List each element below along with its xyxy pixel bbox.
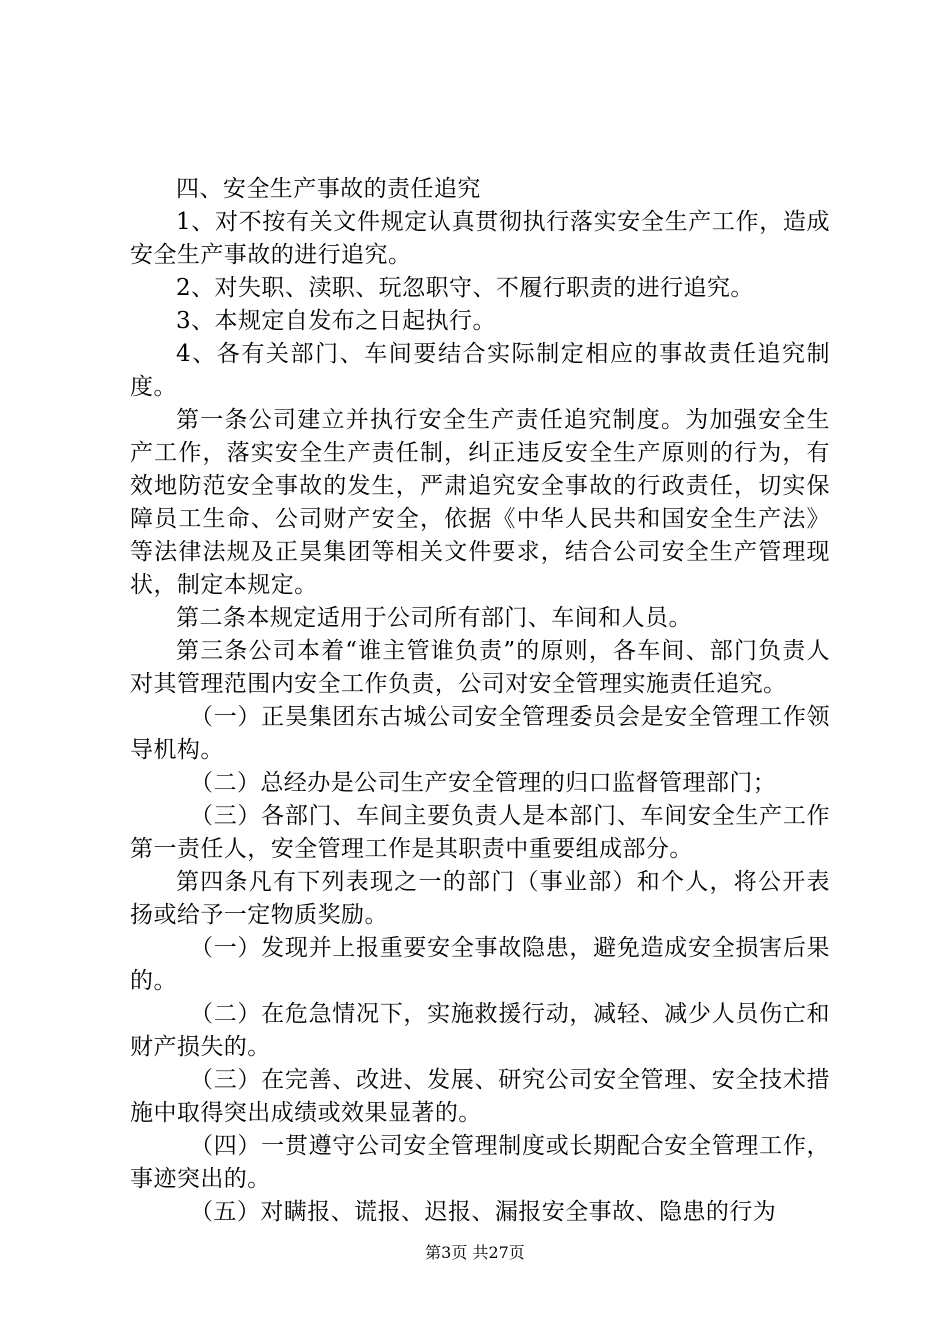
article-paragraph: 第一条公司建立并执行安全生产责任追究制度。为加强安全生产工作，落实安全生产责任制，纠正违反安全生产原则的行为，有效地防范安全事故的发生，严肃追究安全事故的行政责任，切实保障员工生命、公司财产安全，依据《中华人民共和国安全生产法》等法律法规及正昊集团等相关文件要求，结合公司安全生产管理现状，制定本规定。	[130, 407, 830, 598]
clause-item: （三）在完善、改进、发展、研究公司安全管理、安全技术措施中取得突出成绩或效果显著的。	[130, 1067, 830, 1126]
clause-item: （二）总经办是公司生产安全管理的归口监督管理部门；	[190, 770, 777, 796]
document-body	[130, 173, 830, 1229]
clause-item: （四）一贯遵守公司安全管理制度或长期配合安全管理工作，事迹突出的。	[130, 1133, 830, 1192]
clause-item: （三）各部门、车间主要负责人是本部门、车间安全生产工作第一责任人，安全管理工作是其职责中重要组成部分。	[130, 803, 830, 862]
article-paragraph: 第三条公司本着“谁主管谁负责”的原则，各车间、部门负责人对其管理范围内安全工作负责，公司对安全管理实施责任追究。	[130, 638, 830, 697]
clause-item: （一）发现并上报重要安全事故隐患，避免造成安全损害后果的。	[130, 935, 830, 994]
paragraph: 3、本规定自发布之日起执行。	[176, 308, 496, 334]
article-paragraph: 第四条凡有下列表现之一的部门（事业部）和个人，将公开表扬或给予一定物质奖励。	[130, 869, 830, 928]
clause-item: （二）在危急情况下，实施救援行动，减轻、减少人员伤亡和财产损失的。	[130, 1001, 830, 1060]
section-heading: 四、安全生产事故的责任追究	[176, 176, 481, 202]
clause-item: （五）对瞒报、谎报、迟报、漏报安全事故、隐患的行为	[190, 1199, 777, 1225]
article-paragraph: 第二条本规定适用于公司所有部门、车间和人员。	[176, 605, 692, 631]
paragraph: 4、各有关部门、车间要结合实际制定相应的事故责任追究制度。	[130, 341, 830, 400]
page-number: 第3页 共27页	[425, 1243, 525, 1262]
paragraph: 2、对失职、渎职、玩忽职守、不履行职责的进行追究。	[176, 275, 754, 301]
paragraph: 1、对不按有关文件规定认真贯彻执行落实安全生产工作，造成安全生产事故的进行追究。	[130, 209, 830, 268]
page-footer	[0, 1243, 950, 1263]
clause-item: （一）正昊集团东古城公司安全管理委员会是安全管理工作领导机构。	[130, 704, 830, 763]
